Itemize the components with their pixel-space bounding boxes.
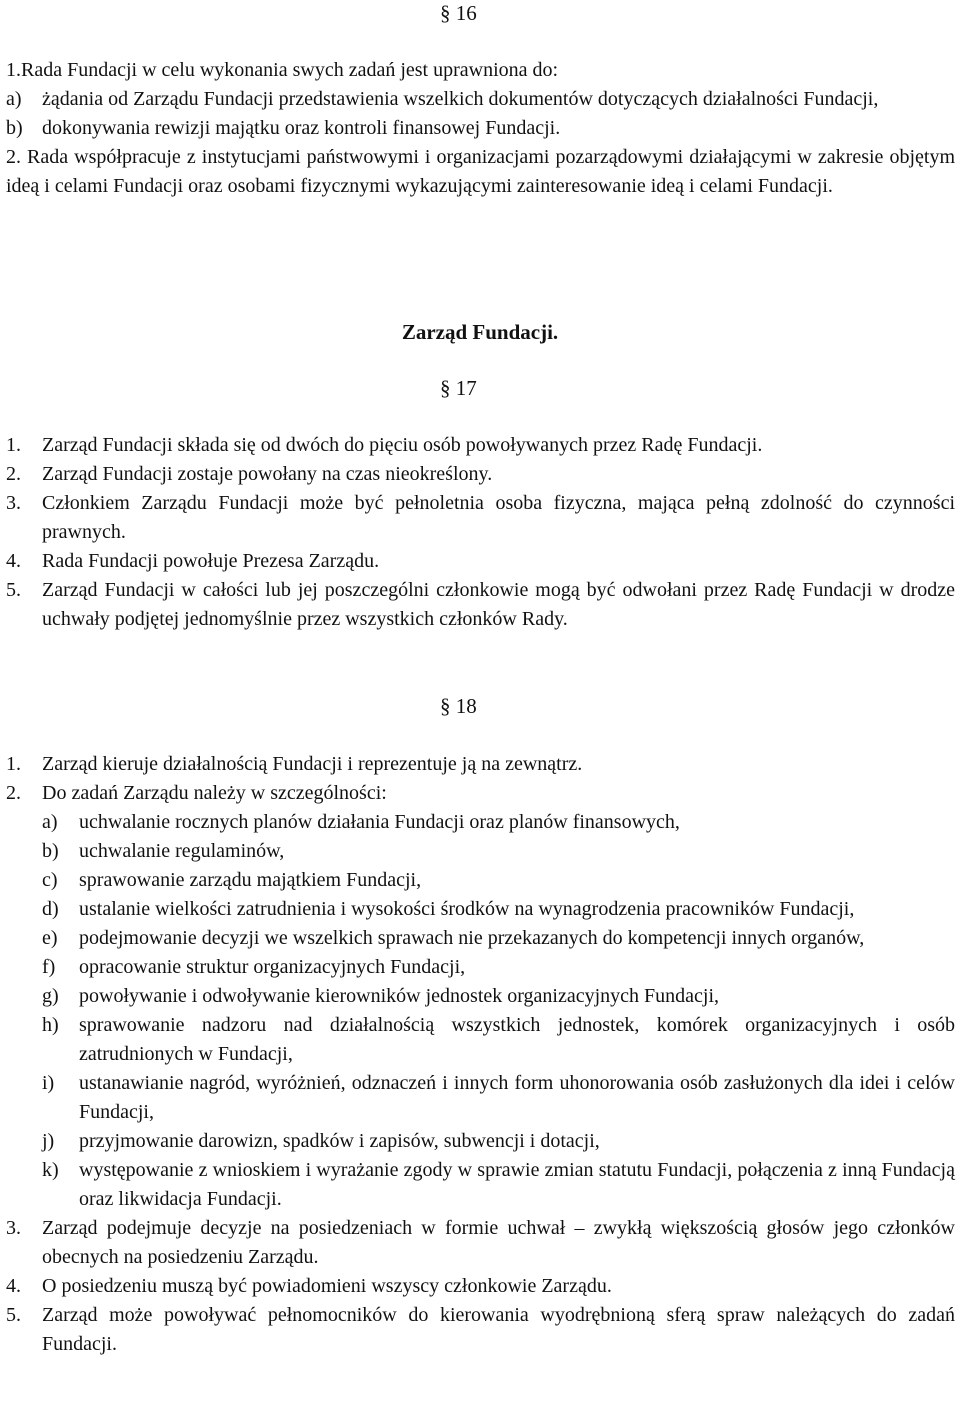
list-item xyxy=(6,779,955,808)
list-text: sprawowanie zarządu majątkiem Fundacji, xyxy=(79,869,422,891)
list-text: Zarząd kieruje działalnością Fundacji i reprezentuje ją na zewnątrz. xyxy=(42,753,583,775)
list-text: dokonywania rewizji majątku oraz kontroli finansowej Fundacji. xyxy=(42,117,561,139)
list-text: Zarząd Fundacji zostaje powołany na czas nieokreślony. xyxy=(42,463,493,485)
list-text: przyjmowanie darowizn, spadków i zapisów, subwencji i dotacji, xyxy=(79,1130,600,1152)
sub-list-item xyxy=(6,924,955,953)
list-text: O posiedzeniu muszą być powiadomieni wszyscy członkowie Zarządu. xyxy=(42,1275,612,1297)
sub-list-item xyxy=(6,982,955,1011)
list-label: j) xyxy=(42,1130,55,1152)
list-label: 1. xyxy=(6,434,21,456)
sub-list-item xyxy=(6,866,955,895)
list-item xyxy=(6,1272,955,1301)
list-item xyxy=(6,576,955,634)
sub-list-item xyxy=(6,1011,955,1069)
section-16-heading: § 16 xyxy=(440,1,477,25)
list-label: 3. xyxy=(6,1217,21,1239)
list-text: żądania od Zarządu Fundacji przedstawienia wszelkich dokumentów dotyczących działalności Fundacji, xyxy=(42,88,879,110)
list-label: 5. xyxy=(6,579,21,601)
list-item xyxy=(6,431,955,460)
list-label: b) xyxy=(42,840,59,862)
list-text: podejmowanie decyzji we wszelkich sprawach nie przekazanych do kompetencji innych organów, xyxy=(79,927,865,949)
sub-list-item xyxy=(6,953,955,982)
list-item xyxy=(6,1301,955,1359)
sub-list-item xyxy=(6,1069,955,1127)
list-text: opracowanie struktur organizacyjnych Fundacji, xyxy=(79,956,466,978)
section-17-heading: § 17 xyxy=(440,376,477,400)
list-label: b) xyxy=(6,117,23,139)
section-16-body xyxy=(6,56,955,201)
section-18-body xyxy=(6,750,955,1359)
list-label: d) xyxy=(42,898,59,920)
list-label: f) xyxy=(42,956,56,978)
list-label: a) xyxy=(42,811,58,833)
list-label: c) xyxy=(42,869,58,891)
list-item xyxy=(6,547,955,576)
list-text: ustanawianie nagród, wyróżnień, odznaczeń i innych form uhonorowania osób zasłużonych dla idei i celów Fundacji, xyxy=(79,1072,955,1123)
list-label: i) xyxy=(42,1072,55,1094)
list-label: e) xyxy=(42,927,58,949)
list-text: uchwalanie rocznych planów działania Fundacji oraz planów finansowych, xyxy=(79,811,680,833)
sub-list-item xyxy=(6,837,955,866)
section-17-body xyxy=(6,431,955,634)
list-text: Zarząd Fundacji składa się od dwóch do pięciu osób powoływanych przez Radę Fundacji. xyxy=(42,434,763,456)
zarzad-heading: Zarząd Fundacji. xyxy=(401,320,559,344)
list-label: 3. xyxy=(6,492,21,514)
list-text: występowanie z wnioskiem i wyrażanie zgody w sprawie zmian statutu Fundacji, połączenia z inną Fundacją oraz likwidacja Fundacji. xyxy=(79,1159,955,1210)
list-label: a) xyxy=(6,88,22,110)
list-label: h) xyxy=(42,1014,59,1036)
list-item xyxy=(6,460,955,489)
list-label: 2. xyxy=(6,146,21,168)
list-text: powoływanie i odwoływanie kierowników jednostek organizacyjnych Fundacji, xyxy=(79,985,720,1007)
list-item xyxy=(6,85,955,114)
sub-list-item xyxy=(6,1156,955,1214)
list-item xyxy=(6,114,955,143)
list-text: Zarząd Fundacji w całości lub jej poszczególni członkowie mogą być odwołani przez Radę Fundacji w drodze uchwały podjętej jednomyślnie przez wszystkich członków Rady. xyxy=(42,579,955,630)
list-label: k) xyxy=(42,1159,59,1181)
list-text: ustalanie wielkości zatrudnienia i wysokości środków na wynagrodzenia pracowników Fundacji, xyxy=(79,898,855,920)
section-16-point-2 xyxy=(6,143,955,201)
list-text: Członkiem Zarządu Fundacji może być pełnoletnia osoba fizyczna, mająca pełną zdolność do czynności prawnych. xyxy=(42,492,955,543)
list-label: 2. xyxy=(6,782,21,804)
list-text: Do zadań Zarządu należy w szczególności: xyxy=(42,782,387,804)
sub-list-item xyxy=(6,1127,955,1156)
list-label: 2. xyxy=(6,463,21,485)
section-16-point-1-lead: 1.Rada Fundacji w celu wykonania swych zadań jest uprawniona do: xyxy=(6,59,559,81)
list-text: Zarząd może powoływać pełnomocników do kierowania wyodrębnioną sferą spraw należących do zadań Fundacji. xyxy=(42,1304,955,1355)
list-label: 1. xyxy=(6,753,21,775)
list-item xyxy=(6,1214,955,1272)
list-item xyxy=(6,489,955,547)
list-text: Zarząd podejmuje decyzje na posiedzeniach w formie uchwał – zwykłą większością głosów jego członków obecnych na posiedzeniu Zarządu. xyxy=(42,1217,955,1268)
list-label: g) xyxy=(42,985,59,1007)
list-item xyxy=(6,750,955,779)
sub-list-item xyxy=(6,808,955,837)
list-text: Rada współpracuje z instytucjami państwowymi i organizacjami pozarządowymi działającymi w zakresie objętym ideą i celami Fundacji oraz osobami fizycznymi wykazującymi zainteresowanie ideą i celami Fundacji. xyxy=(6,146,956,197)
list-label: 5. xyxy=(6,1304,21,1326)
list-text: Rada Fundacji powołuje Prezesa Zarządu. xyxy=(42,550,380,572)
list-label: 4. xyxy=(6,1275,21,1297)
list-text: uchwalanie regulaminów, xyxy=(79,840,285,862)
sub-list-item xyxy=(6,895,955,924)
list-text: sprawowanie nadzoru nad działalnością wszystkich jednostek, komórek organizacyjnych i osób zatrudnionych w Fundacji, xyxy=(79,1014,955,1065)
section-18-heading: § 18 xyxy=(440,694,477,718)
list-label: 4. xyxy=(6,550,21,572)
